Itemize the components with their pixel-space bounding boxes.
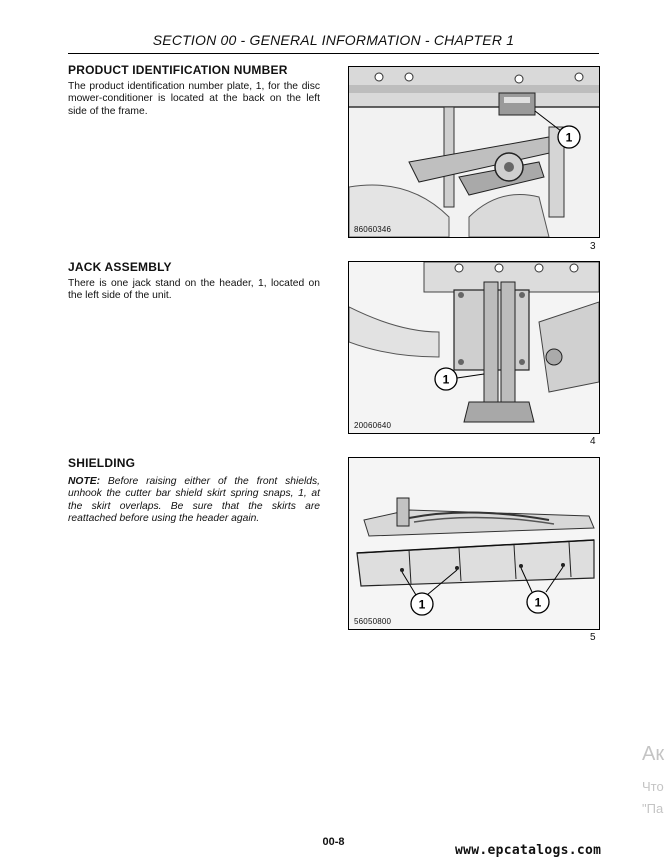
section-title-product-id: PRODUCT IDENTIFICATION NUMBER bbox=[68, 63, 288, 77]
header-rule bbox=[68, 53, 599, 54]
figure-shielding bbox=[348, 457, 600, 630]
shield-illustration bbox=[349, 458, 599, 629]
page-number: 00-8 bbox=[322, 836, 345, 848]
frame-illustration bbox=[349, 67, 599, 237]
section-body-product-id: The product identification number plate, 1, for the disc mower-conditioner is located at the back on the left side of the frame. bbox=[68, 81, 320, 117]
section-body-shielding bbox=[68, 476, 320, 525]
note-label: NOTE: bbox=[68, 476, 101, 487]
watermark-line-2: Что bbox=[642, 779, 664, 794]
figure-jack-assembly bbox=[348, 261, 600, 434]
watermark-line-3: "Па bbox=[642, 801, 664, 816]
callout-1-label-right: 1 bbox=[534, 595, 542, 610]
figure-code: 56050800 bbox=[354, 617, 392, 626]
watermark-line-1: Ак bbox=[642, 743, 665, 765]
figure-number: 3 bbox=[590, 241, 596, 252]
figure-number: 5 bbox=[590, 632, 596, 643]
section-body-jack: There is one jack stand on the header, 1, located on the left side of the unit. bbox=[68, 278, 320, 302]
figure-code: 20060640 bbox=[354, 421, 392, 430]
callout-1-label: 1 bbox=[565, 130, 573, 145]
section-title-shielding: SHIELDING bbox=[68, 456, 136, 470]
figure-number: 4 bbox=[590, 436, 596, 447]
callout-1-label: 1 bbox=[442, 372, 450, 387]
callout-1-label-left: 1 bbox=[418, 597, 426, 612]
figure-product-id-plate bbox=[348, 66, 600, 238]
jack-illustration bbox=[349, 262, 599, 433]
section-title-jack: JACK ASSEMBLY bbox=[68, 260, 172, 274]
note-text: Before raising either of the front shields, unhook the cutter bar shield skirt spring snaps, 1, at the skirt overlaps. Be sure that the skirts are reattached before using the header again. bbox=[68, 476, 320, 524]
website-watermark: www.epcatalogs.com bbox=[455, 843, 602, 858]
section-header: SECTION 00 - GENERAL INFORMATION - CHAPTER 1 bbox=[152, 32, 515, 48]
figure-code: 86060346 bbox=[354, 225, 392, 234]
